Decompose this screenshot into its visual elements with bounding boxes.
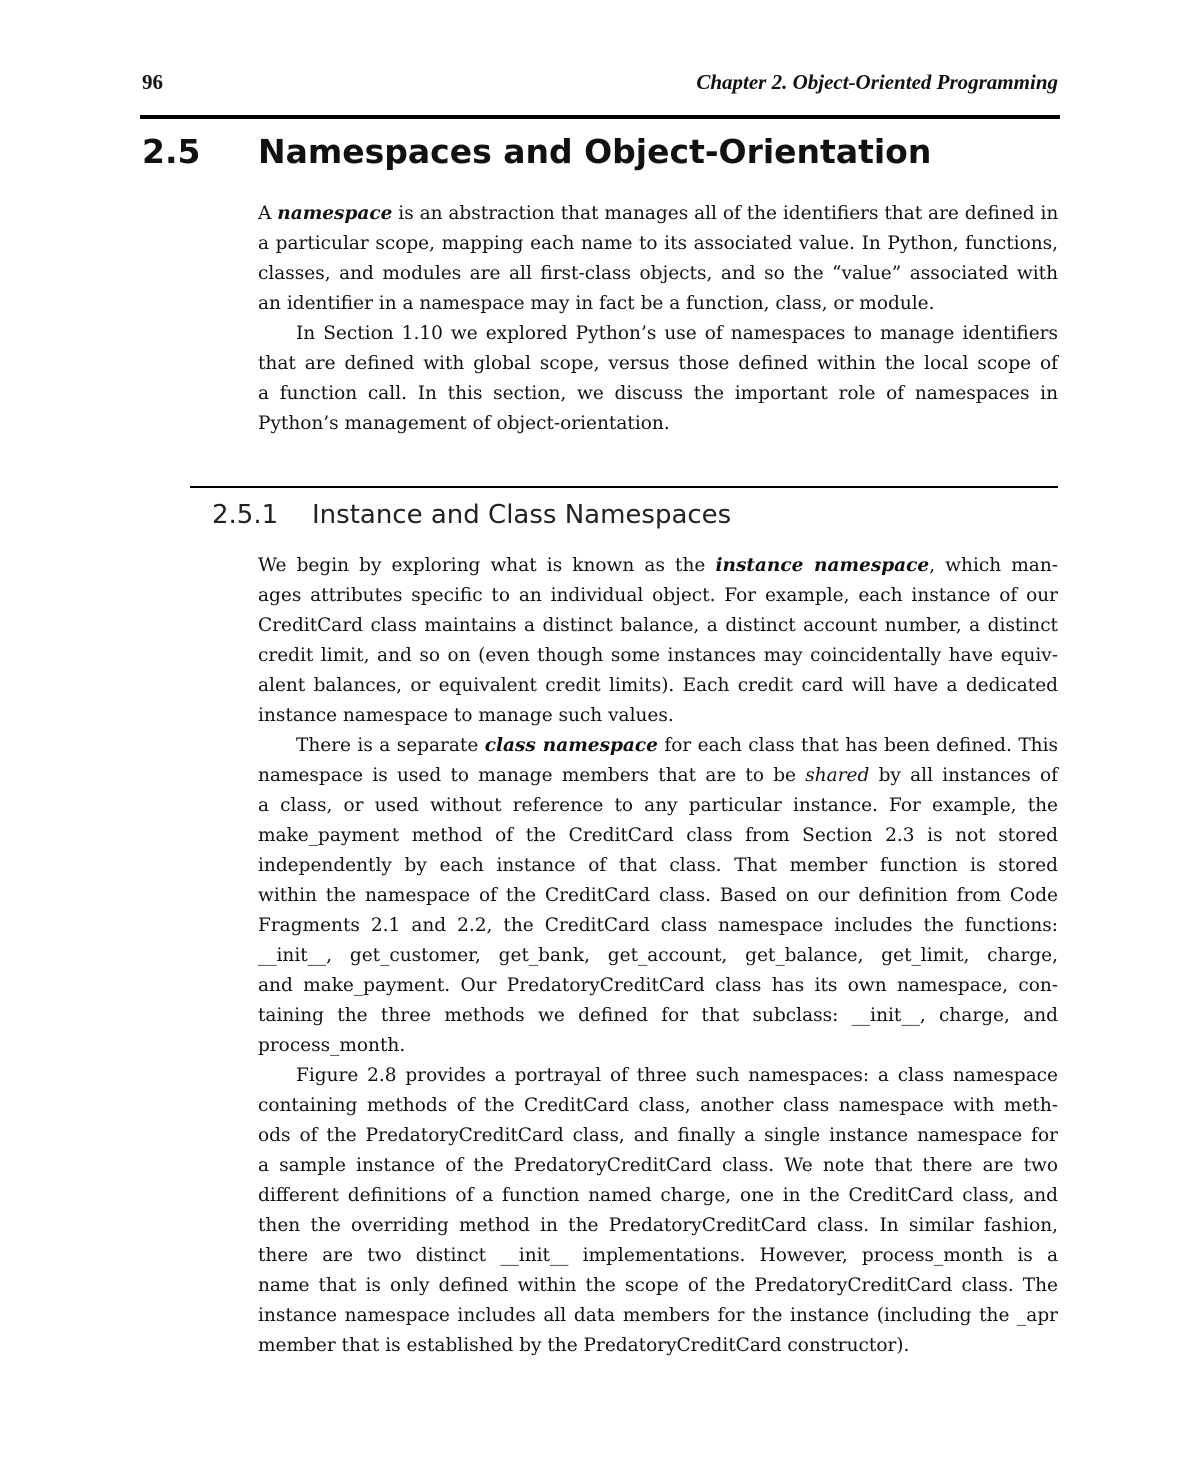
text-line (258, 971, 1058, 1001)
text-run: credit limit, and so on (even though some instances may coincidentally have equiv- (258, 645, 1058, 666)
text-run: There is a separate (296, 735, 485, 756)
subsection-heading (212, 500, 731, 530)
text-line (258, 289, 1058, 319)
text-line (258, 1331, 1058, 1361)
text-line (258, 1091, 1058, 1121)
emphasized-term: instance namespace (715, 555, 930, 576)
text-run: by all instances of (869, 765, 1058, 786)
text-line (258, 1121, 1058, 1151)
text-line (258, 731, 1058, 761)
page-number: 96 (142, 70, 163, 94)
subsection-title: Instance and Class Namespaces (312, 500, 732, 530)
text-line (258, 319, 1058, 349)
text-run: within the namespace of the CreditCard class. Based on our definition from Code (258, 885, 1058, 906)
text-run: name that is only defined within the scope of the PredatoryCreditCard class. The (258, 1275, 1058, 1296)
text-run: Python’s management of object-orientation. (258, 413, 670, 434)
text-line (258, 701, 1058, 731)
text-run: We begin by exploring what is known as the (258, 555, 716, 576)
text-run: namespace is used to manage members that are to be (258, 765, 806, 786)
text-run: alent balances, or equivalent credit limits). Each credit card will have a dedicated (258, 675, 1058, 696)
text-run: In Section 1.10 we explored Python’s use of namespaces to manage identifiers (296, 323, 1058, 344)
text-run: then the overriding method in the PredatoryCreditCard class. In similar fashion, (258, 1215, 1058, 1236)
subsection-number: 2.5.1 (212, 500, 279, 530)
text-run: Figure 2.8 provides a portrayal of three such namespaces: a class namespace (296, 1065, 1058, 1086)
text-line (258, 671, 1058, 701)
text-line (258, 551, 1058, 581)
text-run: Fragments 2.1 and 2.2, the CreditCard class namespace includes the functions: (258, 915, 1058, 936)
text-run: A (258, 203, 278, 224)
text-run: ods of the PredatoryCreditCard class, and finally a single instance namespace for (258, 1125, 1058, 1146)
text-line (258, 581, 1058, 611)
text-line (258, 851, 1058, 881)
text-run: different definitions of a function named charge, one in the CreditCard class, and (258, 1185, 1058, 1206)
text-run: instance namespace includes all data members for the instance (including the _apr (258, 1305, 1058, 1326)
text-line (258, 611, 1058, 641)
paragraph (258, 199, 1058, 319)
text-line (258, 911, 1058, 941)
text-run: a sample instance of the PredatoryCreditCard class. We note that there are two (258, 1155, 1058, 1176)
text-run: member that is established by the PredatoryCreditCard constructor). (258, 1335, 910, 1356)
section-intro (258, 199, 1058, 439)
text-run: process_month. (258, 1035, 406, 1056)
section-number: 2.5 (142, 132, 201, 171)
text-run: taining the three methods we defined for that subclass: __init__, charge, and (258, 1005, 1058, 1026)
text-run: a class, or used without reference to any particular instance. For example, the (258, 795, 1058, 816)
text-line (258, 349, 1058, 379)
text-run: CreditCard class maintains a distinct balance, a distinct account number, a distinct (258, 615, 1058, 636)
section-title: Namespaces and Object-Orientation (258, 132, 932, 171)
paragraph (258, 319, 1058, 439)
text-line (258, 1001, 1058, 1031)
text-line (258, 881, 1058, 911)
subsection-body (258, 551, 1058, 1361)
text-line (258, 1241, 1058, 1271)
text-line (258, 941, 1058, 971)
text-line (258, 1211, 1058, 1241)
section-heading (142, 132, 931, 171)
paragraph (258, 551, 1058, 731)
text-run: that are defined with global scope, versus those defined within the local scope of (258, 353, 1058, 374)
text-line (258, 791, 1058, 821)
emphasized-term: shared (805, 765, 870, 786)
text-line (258, 1301, 1058, 1331)
text-line (258, 1181, 1058, 1211)
text-line (258, 379, 1058, 409)
paragraph (258, 731, 1058, 1061)
text-line (258, 1151, 1058, 1181)
emphasized-term: namespace (277, 203, 393, 224)
emphasized-term: class namespace (484, 735, 658, 756)
text-line (258, 821, 1058, 851)
text-line (258, 199, 1058, 229)
text-line (258, 259, 1058, 289)
text-line (258, 229, 1058, 259)
text-run: a particular scope, mapping each name to its associated value. In Python, functions, (258, 233, 1058, 254)
header-rule (140, 115, 1060, 119)
text-run: an identifier in a namespace may in fact be a function, class, or module. (258, 293, 935, 314)
text-run: there are two distinct __init__ implementations. However, process_month is a (258, 1245, 1058, 1266)
text-run: containing methods of the CreditCard class, another class namespace with meth- (258, 1095, 1058, 1116)
paragraph (258, 1061, 1058, 1361)
text-run: make_payment method of the CreditCard class from Section 2.3 is not stored (258, 825, 1058, 846)
text-line (258, 641, 1058, 671)
text-line (258, 761, 1058, 791)
text-run: instance namespace to manage such values. (258, 705, 674, 726)
text-run: , which man- (929, 555, 1058, 576)
text-run: independently by each instance of that class. That member function is stored (258, 855, 1058, 876)
text-line (258, 1061, 1058, 1091)
text-line (258, 1031, 1058, 1061)
text-line (258, 409, 1058, 439)
text-run: __init__, get_customer, get_bank, get_account, get_balance, get_limit, charge, (258, 945, 1058, 966)
text-run: classes, and modules are all first-class objects, and so the “value” associated with (258, 263, 1058, 284)
chapter-title: Chapter 2. Object-Oriented Programming (696, 70, 1058, 94)
text-run: is an abstraction that manages all of the identifiers that are defined in (392, 203, 1059, 224)
text-run: a function call. In this section, we discuss the important role of namespaces in (258, 383, 1058, 404)
text-run: and make_payment. Our PredatoryCreditCard class has its own namespace, con- (258, 975, 1058, 996)
subsection-rule (190, 486, 1058, 488)
text-run: for each class that has been defined. This (657, 735, 1058, 756)
text-run: ages attributes specific to an individual object. For example, each instance of our (258, 585, 1058, 606)
running-header (142, 70, 1058, 100)
text-line (258, 1271, 1058, 1301)
